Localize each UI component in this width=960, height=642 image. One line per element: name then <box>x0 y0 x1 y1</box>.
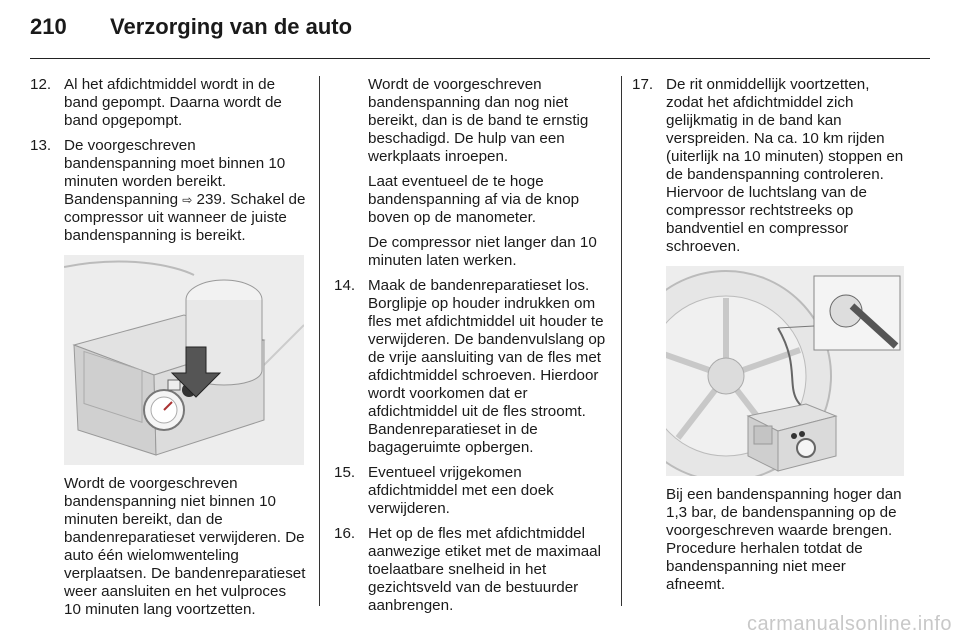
step-text: Maak de bandenreparatieset los. Borglipje op houder indrukken om fles met afdichtmiddel uit houder te verwijderen. De bandenvulslang op de vrije aansluiting van de fles met afdichtmiddel schroeven. Hierdoor wordt voorkomen dat er afdichtmiddel uit de fles stroomt. Bandenreparatieset in de bagageruimte opbergen. <box>368 277 606 456</box>
paragraph: Wordt de voorgeschreven bandenspanning niet binnen 10 minuten bereikt, dan de bandenreparatieset verwijderen. De auto één wielomwenteling verplaatsen. De bandenreparatieset weer aansluiten en het vulproces 10 minuten lang voortzetten. <box>64 475 306 618</box>
page-number: 210 <box>30 14 67 39</box>
step-number: 17. <box>632 76 654 93</box>
paragraph: Wordt de voorgeschreven bandenspanning dan nog niet bereikt, dan is de band te ernstig beschadigd. De hulp van een werkplaats inroepen. <box>368 76 589 165</box>
step-15 <box>334 464 610 518</box>
step-number: 16. <box>334 525 356 542</box>
step-text: Eventueel vrijgekomen afdichtmiddel met een doek verwijderen. <box>368 464 554 517</box>
paragraph: Bij een bandenspanning hoger dan 1,3 bar, de bandenspanning op de voorgeschreven waarde brengen. Procedure herhalen totdat de bandenspanning niet meer afneemt. <box>666 486 902 593</box>
step-13 <box>30 137 306 245</box>
step-number: 13. <box>30 137 52 154</box>
column-divider-1 <box>319 76 320 606</box>
column-2 <box>334 76 610 622</box>
page-reference-arrow-icon[interactable]: ⇨ <box>182 193 193 207</box>
step-text: De voorgeschreven bandenspanning moet binnen 10 minuten worden bereikt. Bandenspanning ⇨ 239. Schakel de compressor uit wanneer de juiste bandenspanning is bereikt. <box>64 137 306 244</box>
step-text: Al het afdichtmiddel wordt in de band gepompt. Daarna wordt de band opgepompt. <box>64 76 282 129</box>
step-number: 15. <box>334 464 356 481</box>
paragraph: Laat eventueel de te hoge bandenspanning af via de knop boven op de manometer. <box>368 173 580 226</box>
step-text: De rit onmiddellijk voortzetten, zodat het afdichtmiddel zich gelijkmatig in de band kan verspreiden. Na ca. 10 km rijden (uiterlijk na 10 minuten) stoppen en de bandenspanning controleren. Hiervoor de luchtslang van de compressor rechtstreeks op bandventiel en compressor schroeven. <box>666 76 904 255</box>
step-12 <box>30 76 306 130</box>
watermark: carmanualsonline.info <box>746 613 952 635</box>
step-number: 12. <box>30 76 52 93</box>
step-16 <box>334 525 610 615</box>
step-number: 14. <box>334 277 356 294</box>
step-17 <box>632 76 904 256</box>
page-title: Verzorging van de auto <box>110 14 353 39</box>
column-3 <box>632 76 904 601</box>
paragraph: De compressor niet langer dan 10 minuten laten werken. <box>368 234 597 269</box>
step-14 <box>334 277 610 457</box>
step-text: Het op de fles met afdichtmiddel aanwezige etiket met de maximaal toelaatbare snelheid in het gezichtsveld van de bestuurder aanbrengen. <box>368 525 601 614</box>
tyre-valve-illustration <box>666 266 904 476</box>
header-rule <box>30 58 930 59</box>
page-header <box>30 14 352 54</box>
column-divider-2 <box>621 76 622 606</box>
compressor-illustration <box>64 255 306 465</box>
column-1 <box>30 76 306 626</box>
